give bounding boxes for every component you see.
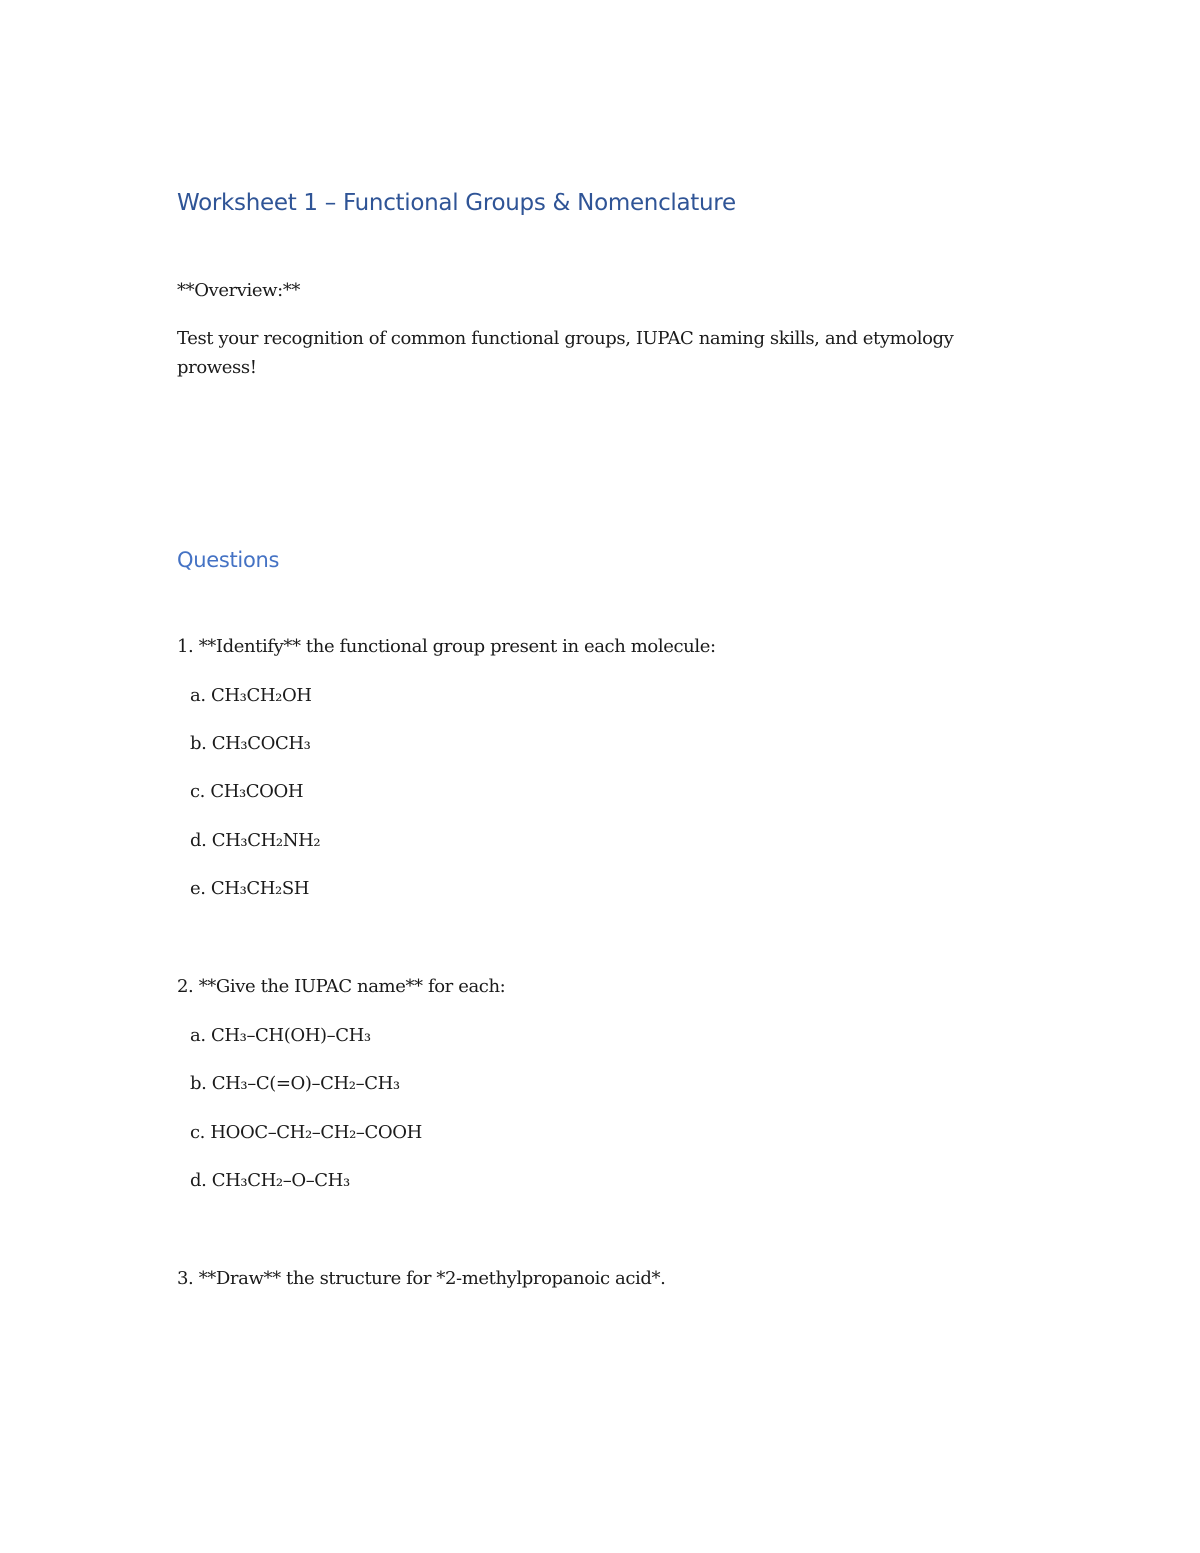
question-1-item: c. CH₃COOH: [190, 781, 304, 802]
overview-label: **Overview:**: [177, 280, 301, 301]
question-2-prompt: 2. **Give the IUPAC name** for each:: [177, 976, 506, 997]
question-1-item: d. CH₃CH₂NH₂: [190, 830, 321, 851]
question-1-item: b. CH₃COCH₃: [190, 733, 311, 754]
question-2-item: b. CH₃–C(=O)–CH₂–CH₃: [190, 1073, 400, 1094]
question-2-item: d. CH₃CH₂–O–CH₃: [190, 1170, 350, 1191]
page-title: Worksheet 1 – Functional Groups & Nomenclature: [177, 190, 736, 216]
question-3-prompt: 3. **Draw** the structure for *2-methylpropanoic acid*.: [177, 1268, 666, 1289]
question-1-item: a. CH₃CH₂OH: [190, 685, 312, 706]
question-2-item: c. HOOC–CH₂–CH₂–COOH: [190, 1122, 422, 1143]
questions-heading: Questions: [177, 548, 280, 572]
question-1-prompt: 1. **Identify** the functional group present in each molecule:: [177, 636, 716, 657]
overview-text: Test your recognition of common functional groups, IUPAC naming skills, and etymology prowess!: [177, 328, 954, 378]
question-2-item: a. CH₃–CH(OH)–CH₃: [190, 1025, 371, 1046]
question-1-item: e. CH₃CH₂SH: [190, 878, 310, 899]
